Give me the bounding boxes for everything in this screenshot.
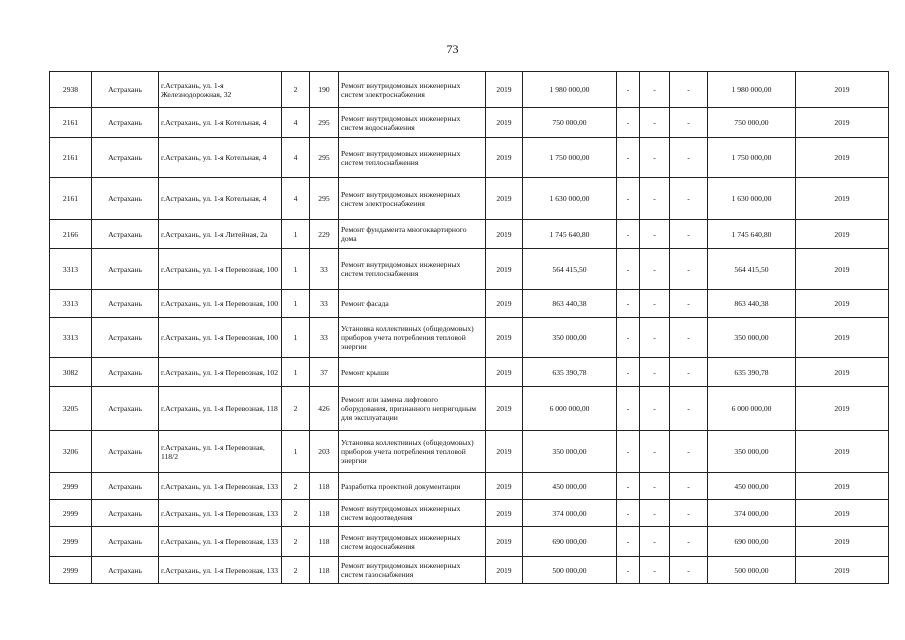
placeholder-dash-cell: - bbox=[617, 220, 640, 249]
fund-amount-cell: 1 750 000,00 bbox=[708, 138, 796, 178]
city-cell: Астрахань bbox=[92, 557, 159, 584]
placeholder-dash-cell: - bbox=[670, 72, 708, 108]
placeholder-dash-cell: - bbox=[640, 473, 670, 500]
completion-year-cell: 2019 bbox=[796, 249, 889, 290]
placeholder-dash-cell: - bbox=[640, 557, 670, 584]
address-cell: г.Астрахань, ул. 1-я Перевозная, 118/2 bbox=[159, 431, 282, 473]
placeholder-dash-cell: - bbox=[617, 290, 640, 318]
total-cost-cell: 750 000,00 bbox=[523, 108, 617, 138]
placeholder-dash-cell: - bbox=[617, 500, 640, 527]
building-id-cell: 3205 bbox=[50, 387, 92, 431]
address-cell: г.Астрахань, ул. 1-я Перевозная, 133 bbox=[159, 527, 282, 557]
year-cell: 2019 bbox=[486, 220, 523, 249]
building-id-cell: 2938 bbox=[50, 72, 92, 108]
placeholder-dash-cell: - bbox=[640, 72, 670, 108]
total-cost-cell: 350 000,00 bbox=[523, 318, 617, 358]
placeholder-dash-cell: - bbox=[640, 138, 670, 178]
table-row bbox=[50, 557, 889, 584]
year-cell: 2019 bbox=[486, 249, 523, 290]
floors-cell: 1 bbox=[282, 431, 310, 473]
total-cost-cell: 1 750 000,00 bbox=[523, 138, 617, 178]
fund-amount-cell: 350 000,00 bbox=[708, 318, 796, 358]
year-cell: 2019 bbox=[486, 290, 523, 318]
building-id-cell: 2161 bbox=[50, 108, 92, 138]
work-type-cell: Ремонт внутридомовых инженерных систем водоснабжения bbox=[339, 108, 486, 138]
placeholder-dash-cell: - bbox=[640, 387, 670, 431]
placeholder-dash-cell: - bbox=[670, 318, 708, 358]
work-type-cell: Ремонт внутридомовых инженерных систем электроснабжения bbox=[339, 72, 486, 108]
fund-amount-cell: 1 980 000,00 bbox=[708, 72, 796, 108]
year-cell: 2019 bbox=[486, 557, 523, 584]
address-cell: г.Астрахань, ул. 1-я Перевозная, 133 bbox=[159, 473, 282, 500]
placeholder-dash-cell: - bbox=[670, 527, 708, 557]
city-cell: Астрахань bbox=[92, 249, 159, 290]
total-cost-cell: 863 440,38 bbox=[523, 290, 617, 318]
table-body bbox=[50, 72, 889, 584]
address-cell: г.Астрахань, ул. 1-я Котельная, 4 bbox=[159, 108, 282, 138]
fund-amount-cell: 863 440,38 bbox=[708, 290, 796, 318]
placeholder-dash-cell: - bbox=[640, 178, 670, 220]
floors-cell: 1 bbox=[282, 358, 310, 387]
completion-year-cell: 2019 bbox=[796, 358, 889, 387]
placeholder-dash-cell: - bbox=[640, 358, 670, 387]
fund-amount-cell: 6 000 000,00 bbox=[708, 387, 796, 431]
address-cell: г.Астрахань, ул. 1-я Железнодорожная, 32 bbox=[159, 72, 282, 108]
floors-cell: 4 bbox=[282, 138, 310, 178]
building-id-cell: 2999 bbox=[50, 557, 92, 584]
apartments-cell: 118 bbox=[310, 473, 339, 500]
placeholder-dash-cell: - bbox=[617, 72, 640, 108]
address-cell: г.Астрахань, ул. 1-я Перевозная, 100 bbox=[159, 249, 282, 290]
placeholder-dash-cell: - bbox=[640, 500, 670, 527]
floors-cell: 2 bbox=[282, 527, 310, 557]
placeholder-dash-cell: - bbox=[670, 387, 708, 431]
completion-year-cell: 2019 bbox=[796, 473, 889, 500]
total-cost-cell: 6 000 000,00 bbox=[523, 387, 617, 431]
city-cell: Астрахань bbox=[92, 72, 159, 108]
completion-year-cell: 2019 bbox=[796, 138, 889, 178]
apartments-cell: 295 bbox=[310, 108, 339, 138]
apartments-cell: 203 bbox=[310, 431, 339, 473]
city-cell: Астрахань bbox=[92, 387, 159, 431]
total-cost-cell: 1 630 000,00 bbox=[523, 178, 617, 220]
placeholder-dash-cell: - bbox=[670, 290, 708, 318]
year-cell: 2019 bbox=[486, 178, 523, 220]
table-row bbox=[50, 527, 889, 557]
address-cell: г.Астрахань, ул. 1-я Перевозная, 133 bbox=[159, 557, 282, 584]
city-cell: Астрахань bbox=[92, 108, 159, 138]
fund-amount-cell: 1 630 000,00 bbox=[708, 178, 796, 220]
fund-amount-cell: 1 745 640,80 bbox=[708, 220, 796, 249]
table-row bbox=[50, 290, 889, 318]
apartments-cell: 118 bbox=[310, 557, 339, 584]
floors-cell: 1 bbox=[282, 318, 310, 358]
address-cell: г.Астрахань, ул. 1-я Перевозная, 102 bbox=[159, 358, 282, 387]
placeholder-dash-cell: - bbox=[670, 220, 708, 249]
building-id-cell: 2999 bbox=[50, 500, 92, 527]
floors-cell: 2 bbox=[282, 557, 310, 584]
floors-cell: 1 bbox=[282, 220, 310, 249]
work-type-cell: Ремонт фундамента многоквартирного дома bbox=[339, 220, 486, 249]
work-type-cell: Ремонт фасада bbox=[339, 290, 486, 318]
year-cell: 2019 bbox=[486, 108, 523, 138]
year-cell: 2019 bbox=[486, 500, 523, 527]
fund-amount-cell: 750 000,00 bbox=[708, 108, 796, 138]
work-type-cell: Установка коллективных (общедомовых) приборов учета потребления тепловой энергии bbox=[339, 318, 486, 358]
city-cell: Астрахань bbox=[92, 138, 159, 178]
table-row bbox=[50, 138, 889, 178]
address-cell: г.Астрахань, ул. 1-я Литейная, 2а bbox=[159, 220, 282, 249]
total-cost-cell: 500 000,00 bbox=[523, 557, 617, 584]
fund-amount-cell: 350 000,00 bbox=[708, 431, 796, 473]
year-cell: 2019 bbox=[486, 138, 523, 178]
city-cell: Астрахань bbox=[92, 290, 159, 318]
table-row bbox=[50, 358, 889, 387]
placeholder-dash-cell: - bbox=[617, 108, 640, 138]
completion-year-cell: 2019 bbox=[796, 318, 889, 358]
completion-year-cell: 2019 bbox=[796, 178, 889, 220]
floors-cell: 4 bbox=[282, 178, 310, 220]
work-type-cell: Ремонт внутридомовых инженерных систем водоснабжения bbox=[339, 527, 486, 557]
floors-cell: 1 bbox=[282, 249, 310, 290]
floors-cell: 2 bbox=[282, 500, 310, 527]
city-cell: Астрахань bbox=[92, 431, 159, 473]
fund-amount-cell: 450 000,00 bbox=[708, 473, 796, 500]
placeholder-dash-cell: - bbox=[617, 527, 640, 557]
placeholder-dash-cell: - bbox=[617, 473, 640, 500]
total-cost-cell: 690 000,00 bbox=[523, 527, 617, 557]
total-cost-cell: 450 000,00 bbox=[523, 473, 617, 500]
building-id-cell: 3313 bbox=[50, 318, 92, 358]
placeholder-dash-cell: - bbox=[617, 249, 640, 290]
placeholder-dash-cell: - bbox=[640, 318, 670, 358]
floors-cell: 2 bbox=[282, 387, 310, 431]
building-id-cell: 2161 bbox=[50, 138, 92, 178]
total-cost-cell: 374 000,00 bbox=[523, 500, 617, 527]
work-type-cell: Ремонт крыши bbox=[339, 358, 486, 387]
completion-year-cell: 2019 bbox=[796, 290, 889, 318]
apartments-cell: 426 bbox=[310, 387, 339, 431]
completion-year-cell: 2019 bbox=[796, 527, 889, 557]
work-type-cell: Ремонт внутридомовых инженерных систем электроснабжения bbox=[339, 178, 486, 220]
placeholder-dash-cell: - bbox=[640, 249, 670, 290]
year-cell: 2019 bbox=[486, 318, 523, 358]
placeholder-dash-cell: - bbox=[670, 358, 708, 387]
apartments-cell: 229 bbox=[310, 220, 339, 249]
total-cost-cell: 1 980 000,00 bbox=[523, 72, 617, 108]
total-cost-cell: 564 415,50 bbox=[523, 249, 617, 290]
apartments-cell: 33 bbox=[310, 249, 339, 290]
apartments-cell: 295 bbox=[310, 178, 339, 220]
floors-cell: 1 bbox=[282, 290, 310, 318]
year-cell: 2019 bbox=[486, 387, 523, 431]
total-cost-cell: 1 745 640,80 bbox=[523, 220, 617, 249]
table-row bbox=[50, 500, 889, 527]
city-cell: Астрахань bbox=[92, 527, 159, 557]
table-row bbox=[50, 431, 889, 473]
year-cell: 2019 bbox=[486, 527, 523, 557]
placeholder-dash-cell: - bbox=[617, 138, 640, 178]
table-row bbox=[50, 318, 889, 358]
table-row bbox=[50, 108, 889, 138]
year-cell: 2019 bbox=[486, 72, 523, 108]
table-row bbox=[50, 178, 889, 220]
fund-amount-cell: 564 415,50 bbox=[708, 249, 796, 290]
placeholder-dash-cell: - bbox=[617, 557, 640, 584]
total-cost-cell: 635 390,78 bbox=[523, 358, 617, 387]
city-cell: Астрахань bbox=[92, 473, 159, 500]
floors-cell: 2 bbox=[282, 72, 310, 108]
address-cell: г.Астрахань, ул. 1-я Перевозная, 100 bbox=[159, 318, 282, 358]
city-cell: Астрахань bbox=[92, 358, 159, 387]
repair-program-table bbox=[49, 71, 889, 584]
apartments-cell: 33 bbox=[310, 318, 339, 358]
city-cell: Астрахань bbox=[92, 500, 159, 527]
placeholder-dash-cell: - bbox=[617, 178, 640, 220]
work-type-cell: Ремонт внутридомовых инженерных систем газоснабжения bbox=[339, 557, 486, 584]
year-cell: 2019 bbox=[486, 358, 523, 387]
placeholder-dash-cell: - bbox=[640, 290, 670, 318]
placeholder-dash-cell: - bbox=[640, 527, 670, 557]
address-cell: г.Астрахань, ул. 1-я Перевозная, 118 bbox=[159, 387, 282, 431]
table-row bbox=[50, 473, 889, 500]
address-cell: г.Астрахань, ул. 1-я Котельная, 4 bbox=[159, 138, 282, 178]
building-id-cell: 2999 bbox=[50, 473, 92, 500]
table-row bbox=[50, 249, 889, 290]
placeholder-dash-cell: - bbox=[640, 220, 670, 249]
apartments-cell: 37 bbox=[310, 358, 339, 387]
completion-year-cell: 2019 bbox=[796, 72, 889, 108]
city-cell: Астрахань bbox=[92, 178, 159, 220]
placeholder-dash-cell: - bbox=[617, 358, 640, 387]
fund-amount-cell: 690 000,00 bbox=[708, 527, 796, 557]
placeholder-dash-cell: - bbox=[670, 557, 708, 584]
placeholder-dash-cell: - bbox=[640, 108, 670, 138]
total-cost-cell: 350 000,00 bbox=[523, 431, 617, 473]
apartments-cell: 118 bbox=[310, 527, 339, 557]
placeholder-dash-cell: - bbox=[617, 431, 640, 473]
work-type-cell: Разработка проектной документации bbox=[339, 473, 486, 500]
apartments-cell: 118 bbox=[310, 500, 339, 527]
address-cell: г.Астрахань, ул. 1-я Перевозная, 100 bbox=[159, 290, 282, 318]
apartments-cell: 295 bbox=[310, 138, 339, 178]
fund-amount-cell: 374 000,00 bbox=[708, 500, 796, 527]
placeholder-dash-cell: - bbox=[670, 249, 708, 290]
city-cell: Астрахань bbox=[92, 318, 159, 358]
work-type-cell: Ремонт внутридомовых инженерных систем теплоснабжения bbox=[339, 249, 486, 290]
placeholder-dash-cell: - bbox=[617, 318, 640, 358]
building-id-cell: 3082 bbox=[50, 358, 92, 387]
completion-year-cell: 2019 bbox=[796, 108, 889, 138]
work-type-cell: Ремонт или замена лифтового оборудования, признанного непригодным для эксплуатации bbox=[339, 387, 486, 431]
work-type-cell: Ремонт внутридомовых инженерных систем водоотведения bbox=[339, 500, 486, 527]
table-row bbox=[50, 387, 889, 431]
address-cell: г.Астрахань, ул. 1-я Котельная, 4 bbox=[159, 178, 282, 220]
building-id-cell: 3206 bbox=[50, 431, 92, 473]
year-cell: 2019 bbox=[486, 431, 523, 473]
fund-amount-cell: 500 000,00 bbox=[708, 557, 796, 584]
completion-year-cell: 2019 bbox=[796, 220, 889, 249]
floors-cell: 4 bbox=[282, 108, 310, 138]
address-cell: г.Астрахань, ул. 1-я Перевозная, 133 bbox=[159, 500, 282, 527]
work-type-cell: Установка коллективных (общедомовых) приборов учета потребления тепловой энергии bbox=[339, 431, 486, 473]
table-row bbox=[50, 72, 889, 108]
placeholder-dash-cell: - bbox=[670, 473, 708, 500]
completion-year-cell: 2019 bbox=[796, 500, 889, 527]
building-id-cell: 3313 bbox=[50, 290, 92, 318]
placeholder-dash-cell: - bbox=[670, 138, 708, 178]
work-type-cell: Ремонт внутридомовых инженерных систем теплоснабжения bbox=[339, 138, 486, 178]
completion-year-cell: 2019 bbox=[796, 431, 889, 473]
completion-year-cell: 2019 bbox=[796, 557, 889, 584]
table-row bbox=[50, 220, 889, 249]
floors-cell: 2 bbox=[282, 473, 310, 500]
year-cell: 2019 bbox=[486, 473, 523, 500]
building-id-cell: 3313 bbox=[50, 249, 92, 290]
apartments-cell: 33 bbox=[310, 290, 339, 318]
placeholder-dash-cell: - bbox=[670, 108, 708, 138]
placeholder-dash-cell: - bbox=[670, 178, 708, 220]
placeholder-dash-cell: - bbox=[670, 500, 708, 527]
placeholder-dash-cell: - bbox=[670, 431, 708, 473]
page-number: 73 bbox=[446, 42, 459, 56]
apartments-cell: 190 bbox=[310, 72, 339, 108]
fund-amount-cell: 635 390,78 bbox=[708, 358, 796, 387]
placeholder-dash-cell: - bbox=[640, 431, 670, 473]
placeholder-dash-cell: - bbox=[617, 387, 640, 431]
building-id-cell: 2166 bbox=[50, 220, 92, 249]
completion-year-cell: 2019 bbox=[796, 387, 889, 431]
building-id-cell: 2999 bbox=[50, 527, 92, 557]
city-cell: Астрахань bbox=[92, 220, 159, 249]
building-id-cell: 2161 bbox=[50, 178, 92, 220]
